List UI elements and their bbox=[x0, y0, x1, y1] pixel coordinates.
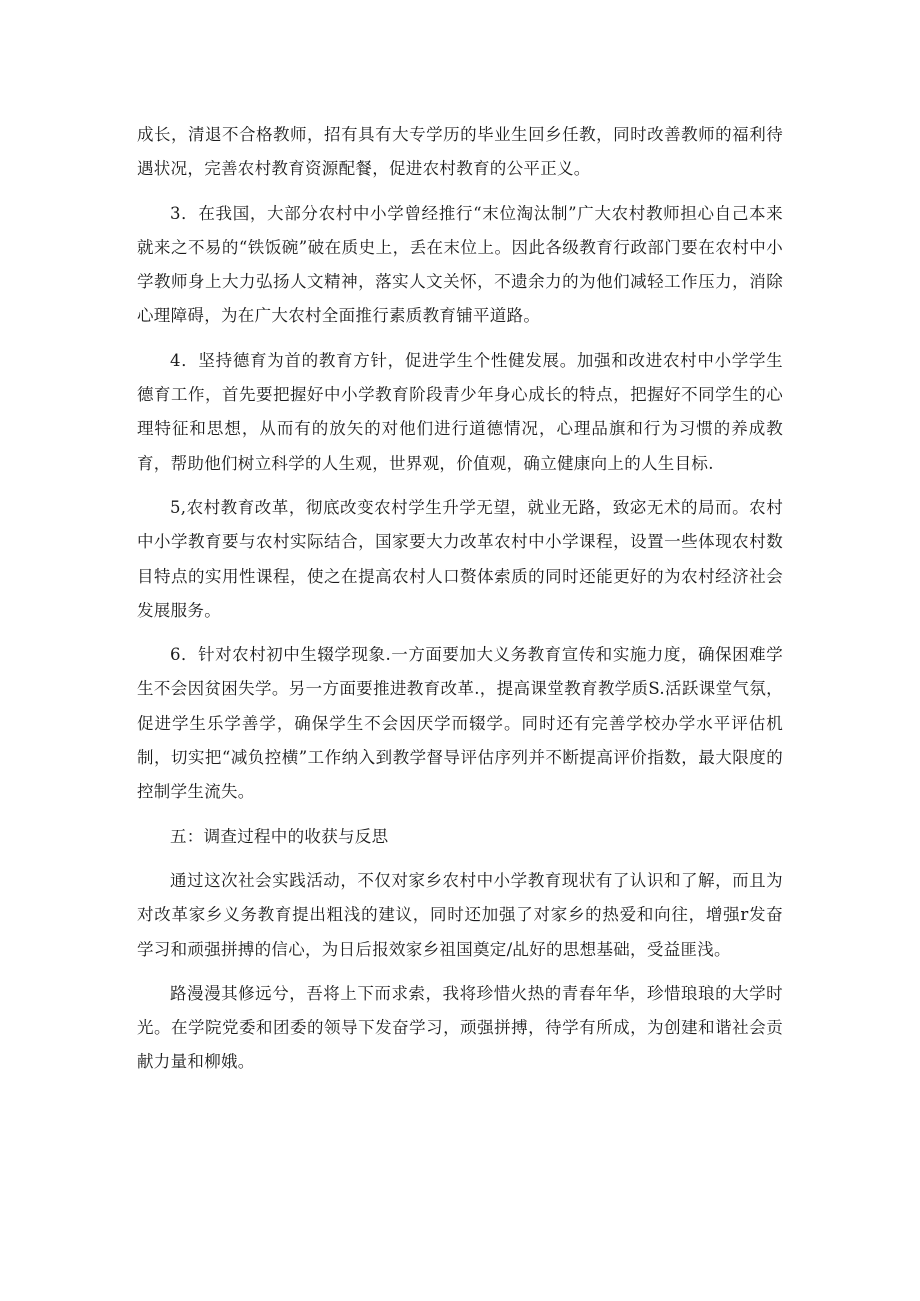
paragraph-item-3: 3．在我国，大部分农村中小学曾经推行“末位淘汰制”广大农村教师担心自己本来就来之不易的“铁饭碗”破在质史上，丢在末位上。因此各级教育行政部门要在农村中小学教师身上大力弘扬人文精神，落实人文关怀，不遗余力的为他们减轻工作压力，消除心理障碍，为在广大农村全面推行素质教育铺平道路。 bbox=[137, 203, 783, 326]
paragraph-item-5: 5,农村教育改革，彻底改变农村学生升学无望，就业无路，致宓无术的局而。农村中小学教育要与农村实际结合，国家要大力改革农村中小学课程，设置一些体现农村数目特点的实用性课程，使之在提高农村人口赘体索质的同时还能更好的为农村经济社会发展服务。 bbox=[137, 497, 783, 620]
paragraph-item-6: 6．针对农村初中生辍学现象.一方面要加大义务教育宣传和实施力度，确保困难学生不会因贫困失学。另一方面要推进教育改革.，提高课堂教育教学质S.活跃课堂气氛，促进学生乐学善学，确保学生不会因厌学而辍学。同时还有完善学校办学水平评估机制，切实把“减负控横”工作纳入到教学督导评估序列并不断提高评价指数，最大限度的控制学生流失。 bbox=[137, 645, 783, 802]
paragraph-continuation: 成长，清退不合格教师，招有具有大专学历的毕业生回乡任教，同时改善教师的福利待遇状况，完善农村教育资源配餐，促进农村教育的公平正义。 bbox=[137, 125, 783, 179]
document-body bbox=[137, 118, 783, 1080]
paragraph-reflection: 通过这次社会实践活动，不仅对家乡农村中小学教育现状有了认识和了解，而且为对改革家乡义务教育提出粗浅的建议，同时还加强了对家乡的热爱和向往，增强r发奋学习和顽强拼搏的信心，为日后报效家乡祖国奠定/乩好的思想基础，受益匪浅。 bbox=[137, 870, 783, 959]
paragraph-closing: 路漫漫其修远兮，吾将上下而求索，我将珍惜火热的青春年华，珍惜琅琅的大学时光。在学院党委和团委的领导下发奋学习，顽强拼搏，待学有所成，为创建和谐社会贡献力量和柳娥。 bbox=[137, 983, 783, 1072]
section-heading: 五：调查过程中的收获与反思 bbox=[170, 826, 389, 846]
paragraph-item-4: 4．坚持德育为首的教育方针，促进学生个性健发展。加强和改进农村中小学学生德育工作，首先要把握好中小学教育阶段青少年身心成长的特点，把握好不同学生的心理特征和思想，从而有的放矢的对他们进行道德情况，心理品旗和行为习惯的养成教育，帮助他们树立科学的人生观，世界观，价值观，确立健康向上的人生目标. bbox=[137, 350, 783, 473]
